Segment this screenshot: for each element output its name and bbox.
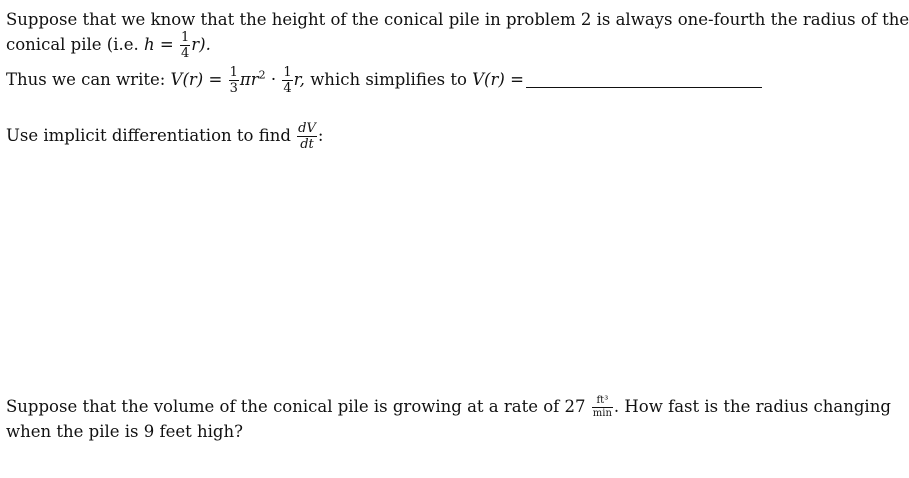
fraction-ft3-per-min [592,396,613,419]
fraction-denominator: 4 [181,46,190,61]
answer-blank[interactable] [526,86,762,88]
problem-text: conical pile (i.e. [6,35,139,54]
variable-h: h [144,35,155,54]
fraction-one-fourth [282,66,292,95]
problem-text: Suppose that the volume of the conical pile is growing at a rate of 27 [6,397,586,416]
problem-line-5 [6,396,891,419]
colon: : [317,126,324,145]
fraction-one-fourth [180,31,190,60]
function-v-of-r: V(r) [170,70,204,89]
problem-text: Suppose that we know that the height of the conical pile in problem 2 is always one-fourth the radius of the [6,10,909,29]
problem-line-4 [6,122,323,151]
problem-text: Use implicit differentiation to find [6,126,291,145]
equals-sign: = [159,35,174,54]
problem-text: which simplifies to [310,70,467,89]
dot-operator: · [270,70,277,89]
problem-line-2 [6,31,211,60]
exponent: 2 [258,68,266,82]
problem-text: Thus we can write: [6,70,166,89]
problem-line-3 [6,66,762,95]
pi-r-term: πr [239,70,259,89]
problem-text: . How fast is the radius changing [613,397,891,416]
fraction-one-third [229,66,239,95]
equals-sign: = [208,70,223,89]
fraction-numerator: 1 [283,65,292,80]
variable-r: r). [191,35,211,54]
fraction-denominator: 4 [283,81,292,96]
fraction-denominator: dt [300,137,314,152]
fraction-denominator: 3 [229,81,238,96]
problem-line-6 [6,422,243,441]
fraction-numerator: dV [298,121,316,136]
fraction-numerator: 1 [181,30,190,45]
fraction-numerator: ft³ [592,396,613,408]
problem-line-1 [6,10,909,29]
fraction-denominator: min [592,408,612,419]
fraction-numerator: 1 [229,65,238,80]
equals-sign: = [510,70,524,89]
problem-text: when the pile is 9 feet high? [6,422,243,441]
variable-r: r, [293,70,305,89]
function-v-of-r: V(r) [472,70,505,89]
fraction-dv-dt [297,122,317,151]
